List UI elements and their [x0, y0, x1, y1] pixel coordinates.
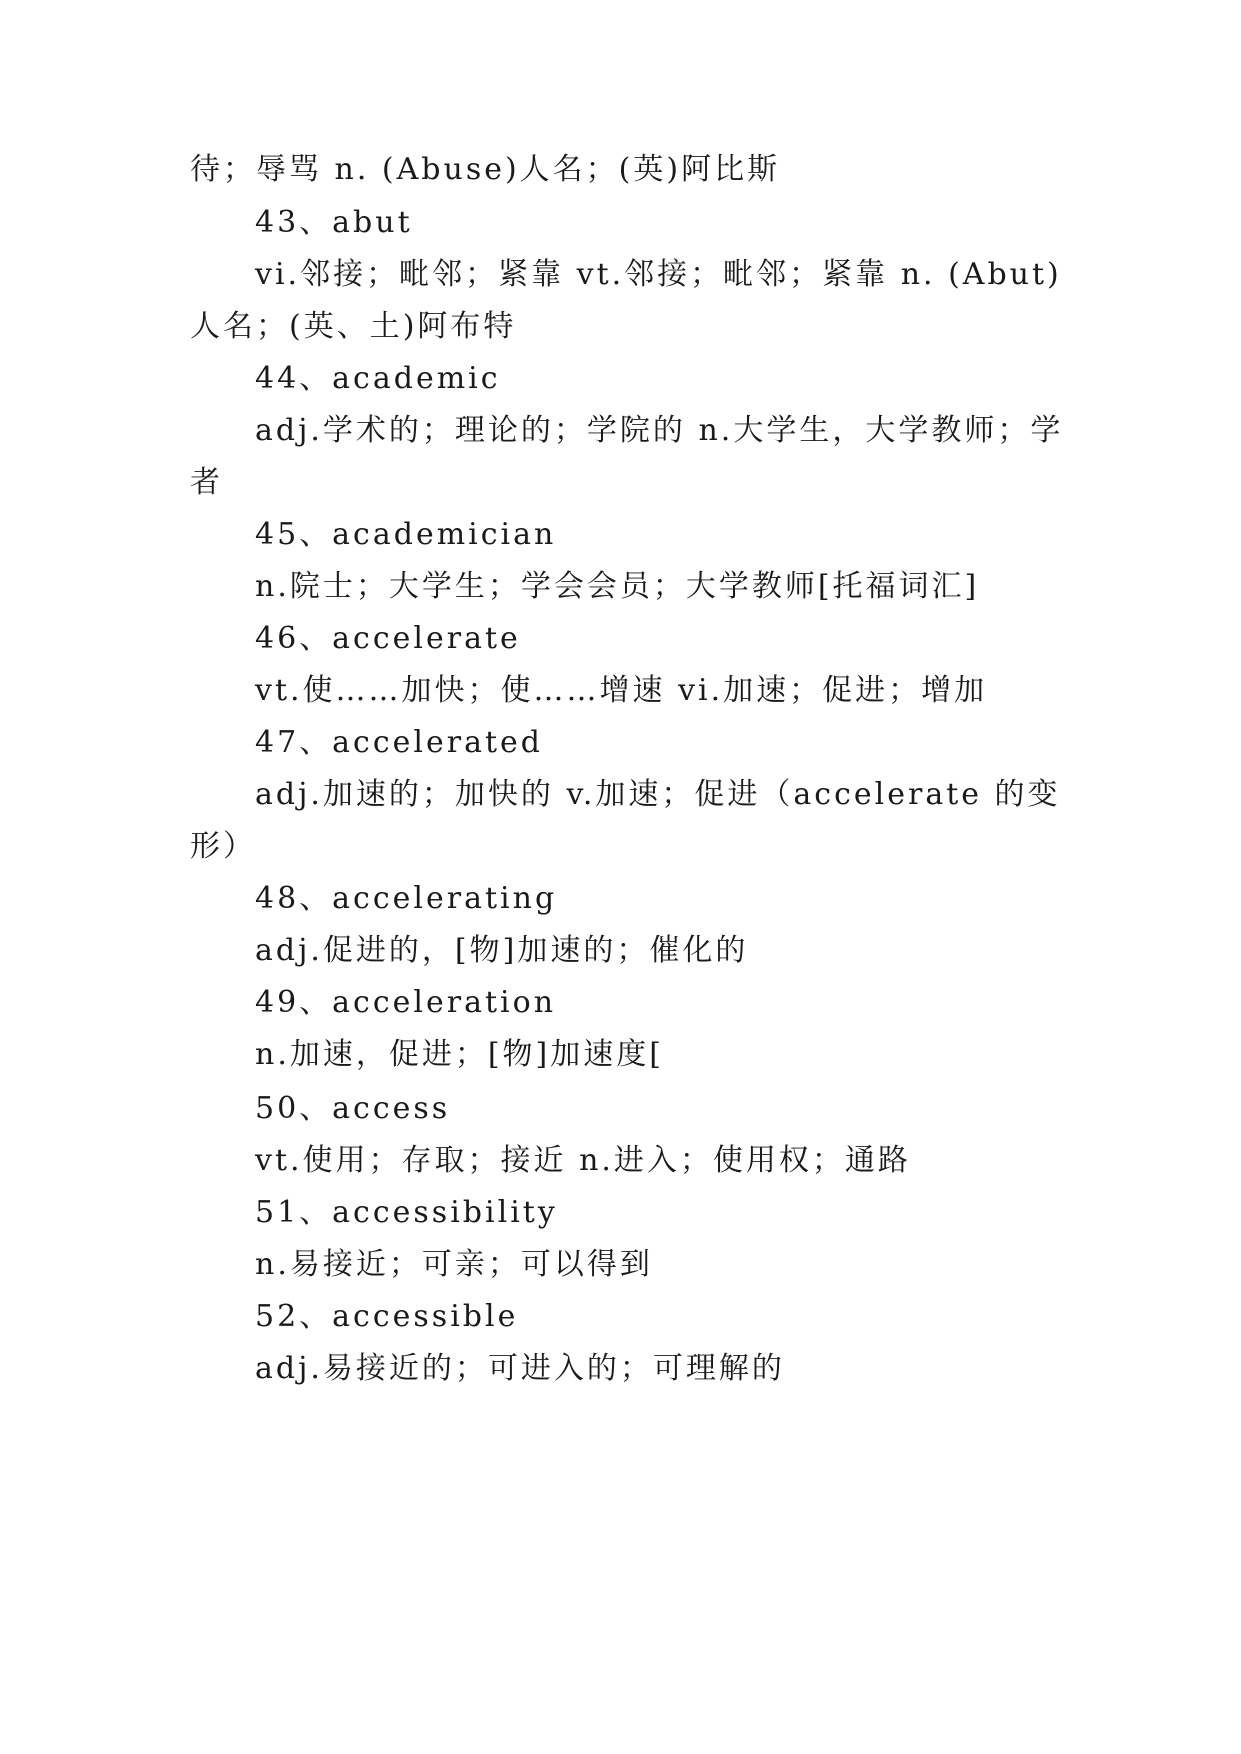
entry-definition-44: adj.学术的；理论的；学院的 n.大学生，大学教师；学	[255, 413, 1064, 448]
entry-definition-43: vi.邻接；毗邻；紧靠 vt.邻接；毗邻；紧靠 n. (Abut)	[255, 257, 1062, 292]
entry-definition-50: vt.使用；存取；接近 n.进入；使用权；通路	[255, 1143, 911, 1178]
entry-definition-51: n.易接近；可亲；可以得到	[255, 1247, 653, 1282]
entry-heading-48: 48、accelerating	[255, 881, 558, 916]
entry-definition-47-cont: 形）	[190, 829, 256, 864]
entry-definition-49: n.加速，促进；[物]加速度[	[255, 1037, 664, 1072]
entry-heading-44: 44、academic	[255, 361, 501, 396]
entry-heading-51: 51、accessibility	[255, 1195, 558, 1230]
entry-heading-47: 47、accelerated	[255, 725, 544, 760]
entry-definition-47: adj.加速的；加快的 v.加速；促进（accelerate 的变	[255, 777, 1061, 812]
entry-definition-48: adj.促进的，[物]加速的；催化的	[255, 933, 749, 968]
entry-definition-52: adj.易接近的；可进入的；可理解的	[255, 1351, 785, 1386]
entry-heading-45: 45、academician	[255, 517, 557, 552]
entry-heading-52: 52、accessible	[255, 1299, 519, 1334]
entry-heading-43: 43、abut	[255, 205, 413, 240]
entry-definition-45: n.院士；大学生；学会会员；大学教师[托福词汇]	[255, 569, 980, 604]
entry-definition-43-cont: 人名；(英、土)阿布特	[190, 309, 517, 344]
entry-definition-46: vt.使……加快；使……增速 vi.加速；促进；增加	[255, 673, 988, 708]
entry-heading-46: 46、accelerate	[255, 621, 521, 656]
definition-continuation-42: 待；辱骂 n. (Abuse)人名；(英)阿比斯	[190, 152, 781, 187]
entry-heading-50: 50、access	[255, 1091, 451, 1126]
entry-definition-44-cont: 者	[190, 465, 223, 500]
entry-heading-49: 49、acceleration	[255, 985, 557, 1020]
